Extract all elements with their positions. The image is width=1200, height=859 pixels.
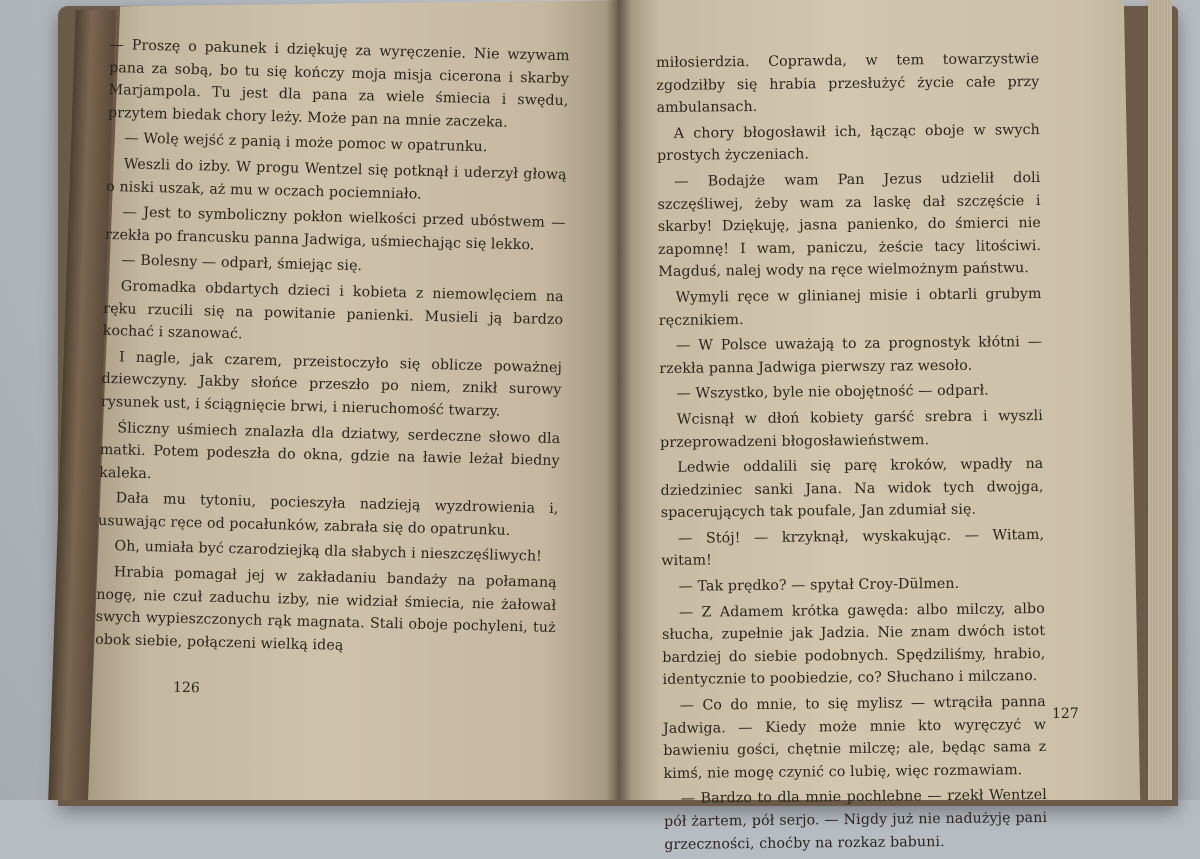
paragraph: miłosierdzia. Coprawda, w tem towarzystwie zgodziłby się hrabia przesłużyć życie całe przy ambulansach. (656, 50, 1040, 117)
left-page-text (95, 34, 570, 665)
paragraph: — Tak prędko? — spytał Croy-Dülmen. (678, 575, 960, 595)
paragraph: Oh, umiała być czarodziejką dla słabych i nieszczęśliwych! (114, 538, 543, 566)
paragraph: — Bodajże wam Pan Jezus udzielił doli szczęśliwej, żeby wam za laskę dał szczęście i skarby! Dziękuję, jasna panienko, do śmierci nie zapomnę! I wam, paniczu, żeście tacy litościwi. Magduś, nalej wody na ręce wielmożnym państwu. (657, 169, 1042, 281)
paragraph: Wymyli ręce w glinianej misie i obtarli grubym ręcznikiem. (658, 285, 1042, 329)
book-gutter (606, 0, 632, 800)
paragraph: Hrabia pomagał jej w zakładaniu bandaży na połamaną nogę, nie czuł zaduchu izby, nie widział śmiecia, nie żałował swych wypieszczonych rąk magnata. Stali oboje pochyleni, tuż obok siebie, połączeni wielką ideą (95, 564, 557, 654)
paragraph: I nagle, jak czarem, przeistoczyło się oblicze poważnej dziewczyny. Jakby słońce przeszło po niem, znikł surowy rysunek ust, i ściągnięcie brwi, i nieruchomość twarzy. (100, 349, 563, 420)
paragraph: Śliczny uśmiech znalazła dla dziatwy, serdeczne słowo dla matki. Potem podeszła do okna, gdzie na ławie leżał biedny kaleka. (99, 419, 561, 482)
page-number-right: 127 (1052, 706, 1079, 722)
paragraph: Weszli do izby. W progu Wentzel się potknął i uderzył głową o niski uszak, aż mu w oczach pociemniało. (106, 156, 567, 203)
paragraph: A chory błogosławił ich, łącząc oboje w swych prostych życzeniach. (657, 121, 1040, 165)
page-edges (1148, 0, 1172, 800)
paragraph: Dała mu tytoniu, pocieszyła nadzieją wyzdrowienia i, usuwając ręce od pocałunków, zabrała się do opatrunku. (97, 490, 559, 539)
paragraph: Ledwie oddalili się parę kroków, wpadły na dziedziniec sanki Jana. Na widok tych dwojga, spacerujących tak poufale, Jan zdumiał się. (660, 456, 1044, 522)
paragraph: — Wolę wejść z panią i może pomoc w opatrunku. (124, 130, 488, 156)
paragraph: — Stój! — krzyknął, wyskakując. — Witam, witam! (661, 526, 1045, 570)
page-number-left: 126 (172, 679, 200, 697)
paragraph: — W Polsce uważają to za prognostyk kłótni — rzekła panna Jadwiga pierwszy raz wesoło. (659, 334, 1043, 377)
paragraph: — Jest to symboliczny pokłon wielkości przed ubóstwem — rzekła po francusku panna Jadwiga, uśmiechając się lekko. (104, 204, 566, 254)
paragraph: Gromadka obdartych dzieci i kobieta z niemowlęciem na ręku rzucili się na powitanie panienki. Musieli ją bardzo kochać i szanować. (102, 278, 564, 343)
paragraph: — Bardzo to dla mnie pochlebne — rzekł Wentzel pół żartem, pół serjo. — Nigdy już nie nadużyję pani grzeczności, choćby na rozkaz babuni. (663, 787, 1048, 853)
paragraph: Wcisnął w dłoń kobiety garść srebra i wyszli przeprowadzeni błogosławieństwem. (660, 407, 1043, 451)
paragraph: — Co do mnie, to się mylisz — wtrąciła panna Jadwiga. — Kiedy może mnie kto wyręczyć w bawieniu gości, chętnie milczę; ale, będąc sama z kimś, nie mogę czynić co lubię, więc rozmawiam. (663, 693, 1047, 782)
paragraph: — Proszę o pakunek i dziękuję za wyręczenie. Nie wzywam pana za sobą, bo tu się kończy moja misja cicerona i skarby Marjampola. Tu jest dla pana za wiele śmiecia i swędu, przytem biedak chory leży. Może pan na mnie zaczeka. (107, 36, 570, 131)
paragraph: — Bolesny — odparł, śmiejąc się. (121, 252, 363, 275)
right-page-text (656, 48, 1047, 859)
paragraph: — Wszystko, byle nie obojętność — odparł. (676, 382, 989, 403)
paragraph: — Z Adamem krótka gawęda: albo milczy, albo słucha, zupełnie jak Jadzia. Nie znam dwóch istot bardziej do siebie podobnych. Spędziliśmy, hrabio, identycznie to poobiedzie, co? Słuchano i milczano. (662, 600, 1046, 689)
